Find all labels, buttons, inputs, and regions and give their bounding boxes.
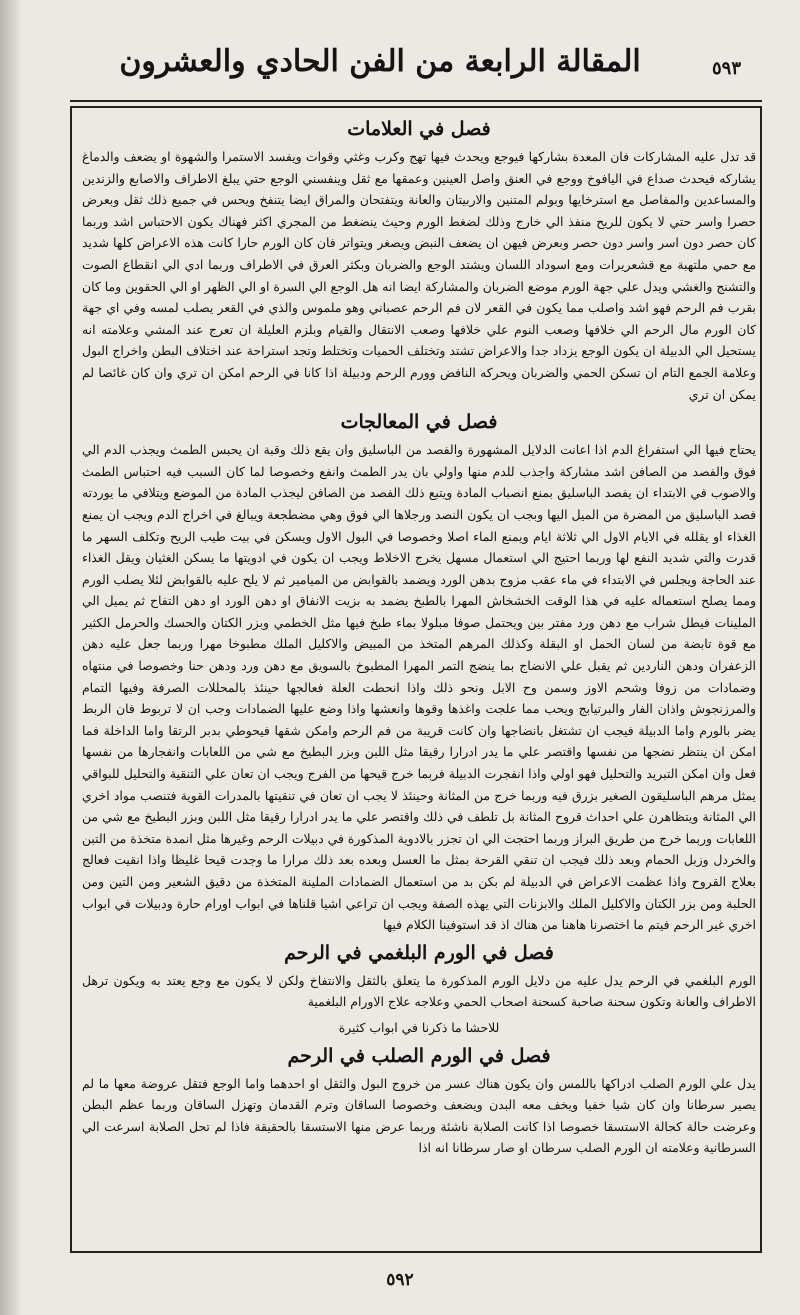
section-title: فصل في المعالجات [340,411,498,434]
section-title: فصل في الورم البلغمي في الرحم [284,941,554,964]
section-title: فصل في العلامات [347,118,491,140]
page-number-bottom: ٥٩٢ [386,1270,414,1290]
page-number-top: ٥٩٣ [712,58,742,79]
section-title: فصل في الورم الصلب في الرحم [287,1044,551,1067]
paragraph: قد تدل عليه المشاركات فان المعدة بشاركها فيوجع ويحدث فيها تهج وكرب وغثي وقوات ويفسد الاستمرا والشهوة او يضعف والدماغ يشاركه فيحدث صداع في اليافوخ ووجع في العنق واصل العينين وعمقها مع ثقل وينفسني الوجع حتي يبلغ الاطراف والاصابع والزندين والمساعدين والمفاصل مع استرخايها وبولم المتنين والاربيتان والعانة ويتفتحان والمراق ايضا يتنفخ ويحس في جميع ذلك ثقل وبعرض حصرا واسر حتي لا يكون للريح منفذ الي خارج وذلك لضغط الورم وحيث ينضغط من المجري اكثر فهناك يكون الاحتباس اشد وربما كان حصر دون اسر واسر دون حصر وبعرض فيهن ان يضعف النبض ويصغر ويتواتر فان كان الورم حارا كانت هذه الاعراض كلها شديد مع حمي ملتهبة مع قشعريرات ومع اسوداد اللسان ويشتد الوجع والضربان وبكثر العرق في الاطراف وربما ادي الي انقطاع الصوت والتشنج والغشي ويدل علي جهة الورم موضع الضربان والمشاركة ايضا انه هل الوجع الي السرة او الي الظهر او الي الحقوين وما كان بقرب فم الرحم فهو اشد واصلب مما يكون في القعر لان فم الرحم عصباني وهو ملموس والذي في القعر يصلب لمسه وفي اي جهة كان الورم مال الرحم الي خلافها وصعب النوم علي خلافها وصعب الانتقال والقيام وبلزم العليلة ان تعرج عند المشي وعلامته انه يستحيل الي الدبيلة ان يكون الوجع يزداد جدا والاعراض تشتد وتختلف الحميات وتختلط وتجد استراحة عند اختلاف البطن واخراج البول وعلامة الجمع التام ان تسكن الحمي والضربان ويحركه النافض وورم الرحم ودبيلة اذا كانا في الرحم امكن ان تري وان كان غائصا لم يمكن ان تري [82,149,756,402]
running-head-title: المقالة الرابعة من الفن الحادي والعشرون [119,44,641,79]
section-phlegmatic-swelling [82,942,756,1039]
paragraph: الورم البلغمي في الرحم يدل عليه من دلايل الورم المذكورة ما يتعلق بالثقل والانتفاخ ولكن لا يكون مع وجع يعتد به ويكون ترهل الاطراف والعانة وتكون سحنة صاحبة كسحنة اصحاب الحمي وعلاجه علاج الاورام البلغمية [82,972,756,1010]
paragraph-centered-line: للاحشا ما ذكرنا في ابواب كثيرة [338,1019,500,1035]
section-treatments [82,411,756,936]
section-hard-swelling [82,1045,756,1159]
paragraph: يدل علي الورم الصلب ادراكها باللمس وان يكون هناك عسر من خروج البول والثقل او احدهما واما الوجع فتقل عروضة معها ما لم يصير سرطانا وان كان شيا خفيا ويخف معه البدن ويضعف وخصوصا الساقان وترم القدمان وتهزل الساقان وربما عظم البطن وعرضت حالة كحالة الاستسقا خصوصا اذا كانت الصلابة ناشئة وربما عرض منها الاستسقا بالحقيقة فاذا لم تحل الصلابة اسرعت الي السرطانية وعلامته ان الورم الصلب سرطان او صار سرطانا انه اذا [82,1075,756,1156]
paragraph: يحتاج فيها الي استفراغ الدم اذا اعانت الدلايل المشهورة والفصد من الباسليق وان يقع ذلك وقبة ان يحبس الطمث ويجذب الدم الي فوق والفصد من الصافن اشد مشاركة واجذب للدم منها واولي بان يدر الطمث وانفع وخصوصا لما كان السبب فيه احتباس الطمث والاصوب في الابتداء ان يفصد الباسليق بمنع انصباب المادة ويتبع ذلك الفصد من الصافن ليجذب المادة من الموضع ويتلافي ما يوردته فصد الباسليق من المضرة من الميل اليها وبجب ان يكون النصد ورجلاها الي فوق وهي مضطجعة ويبالغ في اخراج الدم ويجب ان يمنع الغذاء او يقلله في الايام الاول الي ثلاثة ايام ويمنع الماء اصلا وخصوصا في البول الاول ويسكن في بيت طيب الريح وتكلف السهر ما قدرت والتي شديد النفع لها وربما احتيج الي استعمال مسهل يخرج الاخلاط ويجب ان يكون في ادويتها ما يسكن الغثيان ويقل الغذاء عند الحاجة ويجلس في الابتداء في ماء عقب مزوج بدهن الورد ويضمد بالقوابض من الميامير ثم لا يلح عليه بالقوابض لئلا يصلب الورم ومما يصلح استعماله عليه في هذا الوقت الخشخاش المهرا بالطبخ يضمد به بزيت الانفاق او دهن الورد او دهن التفاح ثم يميل الي الملينات فيطل شراب مع دهن ورد مفتر بين ويحتمل صوفا مبلولا بماء طبخ فيها مثل الخطمي وبزر الكتان والحسك والحرمل الكثير مع قوة تابضة من لسان الحمل او البقلة وكذلك المرهم المتخذ من المبيض والاكليل الملك مطبوخا مهرا وربما جعل عليه دهن الزعفران ودهن الناردين ثم يقبل علي الانضاج بما ينضج التمر المهرا المطبوخ بالسويق مع دهن ورد ودهن حنا وخصوصا في منتهاه وضمادات من زوفا وشحم الاوز وسمن وح الابل ونحو ذلك واذا انحطت العلة فعالجها حينئذ بالمحللات الصرفة وفيها التمام والمرزنجوش واذان الفار والبرتيابج ويحب مما علجت واغذها وقوها وانعشها واذا وضع عليها الضمادات وجب ان لا تربوط فان الربط يضر بالورم واما الدبيلة فيجب ان تشتغل بانضاجها وان كانت قريبة من فم الرحم وامكن شقها فيحوطي بدبر الرتقا واما الداخلة فما امكن ان ينتظر نضجها من نفسها واقتصر علي ما يدر ادرارا رقيقا مثل اللبن وبزر البطيخ مع شي من اللعابات وانفجارها من نفسها فعل وان امكن التبريد والتحليل فهو اولي واذا انفجرت الدبيلة فربما خرج قيحها من الفرج ويجب ان تعان علي التنقية والتحليل للبواقي يمثل مرهم الباسليقون الصغير بزرق فيه وربما خرج من المثانة وحينئذ لا يجب ان تعان في تنقيتها بالمدرات القوية فتنصب مواد اخري الي المثانة ويتظاهرن علي احداث قروح المثانة بل تلطف في ذلك واقتصر علي ما يدر ادرارا رقيقا مثل اللبن وبزر البطيخ مع شي من اللعابات وربما خرج من طريق البراز وربما احتجت الي ان تجزر بالادوية المذكورة في دبيلات الرحم وغيرها مثل انمدة متخذة من التبن والخردل وزبل الحمام وبعد ذلك فيجب ان تنقي القرحة بمثل ما العسل وبعده بعد ذلك مرارا ما وجدت قيحا غليظا واذا انقيت فعالج بعلاج القروح واذا عظمت الاعراض في الدبيلة لم بكن بد من استعمال الضمادات الملينة المتخذة من دقيق الشعير ومن التين ومن الحلبة ومن بزر الكتان والاكليل الملك والابزنات التي يهذه الصفة ويجب ان تراعي اشيا قلناها في ابواب اورام حارة ودبيلات في ابواب اخري غير الرحم فيتم ما اختصرنا هاهنا من هناك اذ قد استوفينا الكلام فيها [82,442,756,933]
page-spine-shadow [0,0,22,1315]
main-text-block [82,112,756,1245]
section-signs [82,118,756,405]
header-rule [70,100,762,102]
